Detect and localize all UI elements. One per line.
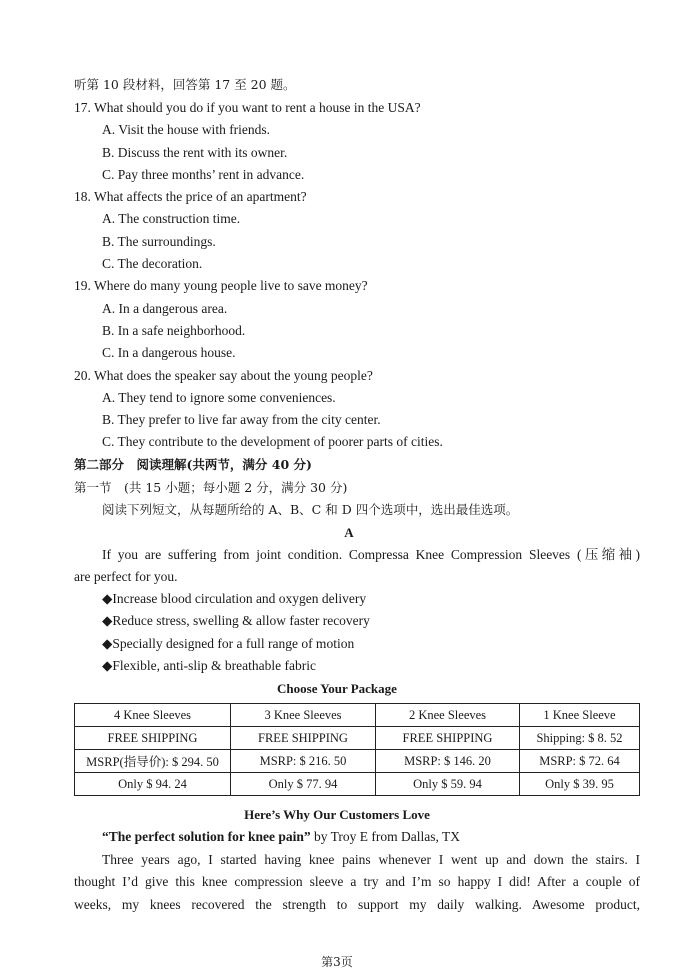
bullet-2: ◆Reduce stress, swelling & allow faster recovery: [102, 613, 370, 628]
option-19b: B. In a safe neighborhood.: [102, 323, 246, 338]
table-cell: 3 Knee Sleeves: [231, 704, 376, 727]
option-19a: A. In a dangerous area.: [102, 301, 228, 316]
intro-line-1: If you are suffering from joint condition. Compressa Knee Compression Sleeves (压缩袖): [102, 547, 640, 562]
section-listen-heading: 听第 10 段材料，回答第 17 至 20 题。: [74, 77, 296, 92]
section1-title: 第一节 (共 15 小题；每小题 2 分，满分 30 分): [74, 480, 348, 495]
review-line-2: thought I’d give this knee compression sleeve a try and I’m so happy I did! After a couple of: [74, 874, 640, 889]
option-18b: B. The surroundings.: [102, 234, 216, 249]
question-18: 18. What affects the price of an apartment?: [74, 189, 307, 204]
package-table: [74, 703, 640, 796]
review-heading: Here’s Why Our Customers Love: [244, 807, 430, 822]
page-number: 第3页: [321, 955, 353, 969]
table-cell: 1 Knee Sleeve: [520, 704, 640, 727]
table-cell: Shipping: $ 8. 52: [520, 727, 640, 750]
table-row: [75, 704, 640, 727]
option-20b: B. They prefer to live far away from the city center.: [102, 412, 381, 427]
option-17c: C. Pay three months’ rent in advance.: [102, 167, 305, 182]
passage-label: A: [344, 525, 354, 540]
part2-title: 第二部分 阅读理解(共两节，满分 40 分): [74, 457, 312, 472]
table-cell: MSRP: $ 216. 50: [231, 750, 376, 773]
table-cell: MSRP: $ 146. 20: [376, 750, 520, 773]
review-title-line: [102, 829, 460, 845]
review-title: “The perfect solution for knee pain”: [102, 829, 311, 844]
table-cell: Only $ 94. 24: [75, 773, 231, 796]
table-cell: 4 Knee Sleeves: [75, 704, 231, 727]
table-row: [75, 727, 640, 750]
intro-line-2: are perfect for you.: [74, 569, 178, 584]
option-20a: A. They tend to ignore some conveniences.: [102, 390, 336, 405]
option-18c: C. The decoration.: [102, 256, 203, 271]
table-cell: 2 Knee Sleeves: [376, 704, 520, 727]
table-cell: MSRP(指导价): $ 294. 50: [75, 750, 231, 773]
option-18a: A. The construction time.: [102, 211, 241, 226]
table-row: [75, 773, 640, 796]
option-17b: B. Discuss the rent with its owner.: [102, 145, 288, 160]
question-17: 17. What should you do if you want to rent a house in the USA?: [74, 100, 421, 115]
question-20: 20. What does the speaker say about the young people?: [74, 368, 373, 383]
table-cell: FREE SHIPPING: [75, 727, 231, 750]
review-line-3: weeks, my knees recovered the strength to support my daily walking. Awesome product,: [74, 897, 640, 912]
table-cell: MSRP: $ 72. 64: [520, 750, 640, 773]
bullet-4: ◆Flexible, anti-slip & breathable fabric: [102, 658, 316, 673]
table-cell: FREE SHIPPING: [231, 727, 376, 750]
table-cell: Only $ 39. 95: [520, 773, 640, 796]
bullet-1: ◆Increase blood circulation and oxygen delivery: [102, 591, 367, 606]
table-row: [75, 750, 640, 773]
option-20c: C. They contribute to the development of poorer parts of cities.: [102, 434, 443, 449]
question-19: 19. Where do many young people live to save money?: [74, 278, 368, 293]
reading-instruction: 阅读下列短文，从每题所给的 A、B、C 和 D 四个选项中，选出最佳选项。: [102, 502, 519, 517]
review-author: by Troy E from Dallas, TX: [310, 829, 461, 844]
option-19c: C. In a dangerous house.: [102, 345, 236, 360]
package-title: Choose Your Package: [277, 681, 397, 696]
table-cell: Only $ 77. 94: [231, 773, 376, 796]
table-cell: FREE SHIPPING: [376, 727, 520, 750]
bullet-3: ◆Specially designed for a full range of motion: [102, 636, 355, 651]
table-cell: Only $ 59. 94: [376, 773, 520, 796]
review-line-1: Three years ago, I started having knee pains whenever I went up and down the stairs. I: [102, 852, 640, 867]
option-17a: A. Visit the house with friends.: [102, 122, 271, 137]
